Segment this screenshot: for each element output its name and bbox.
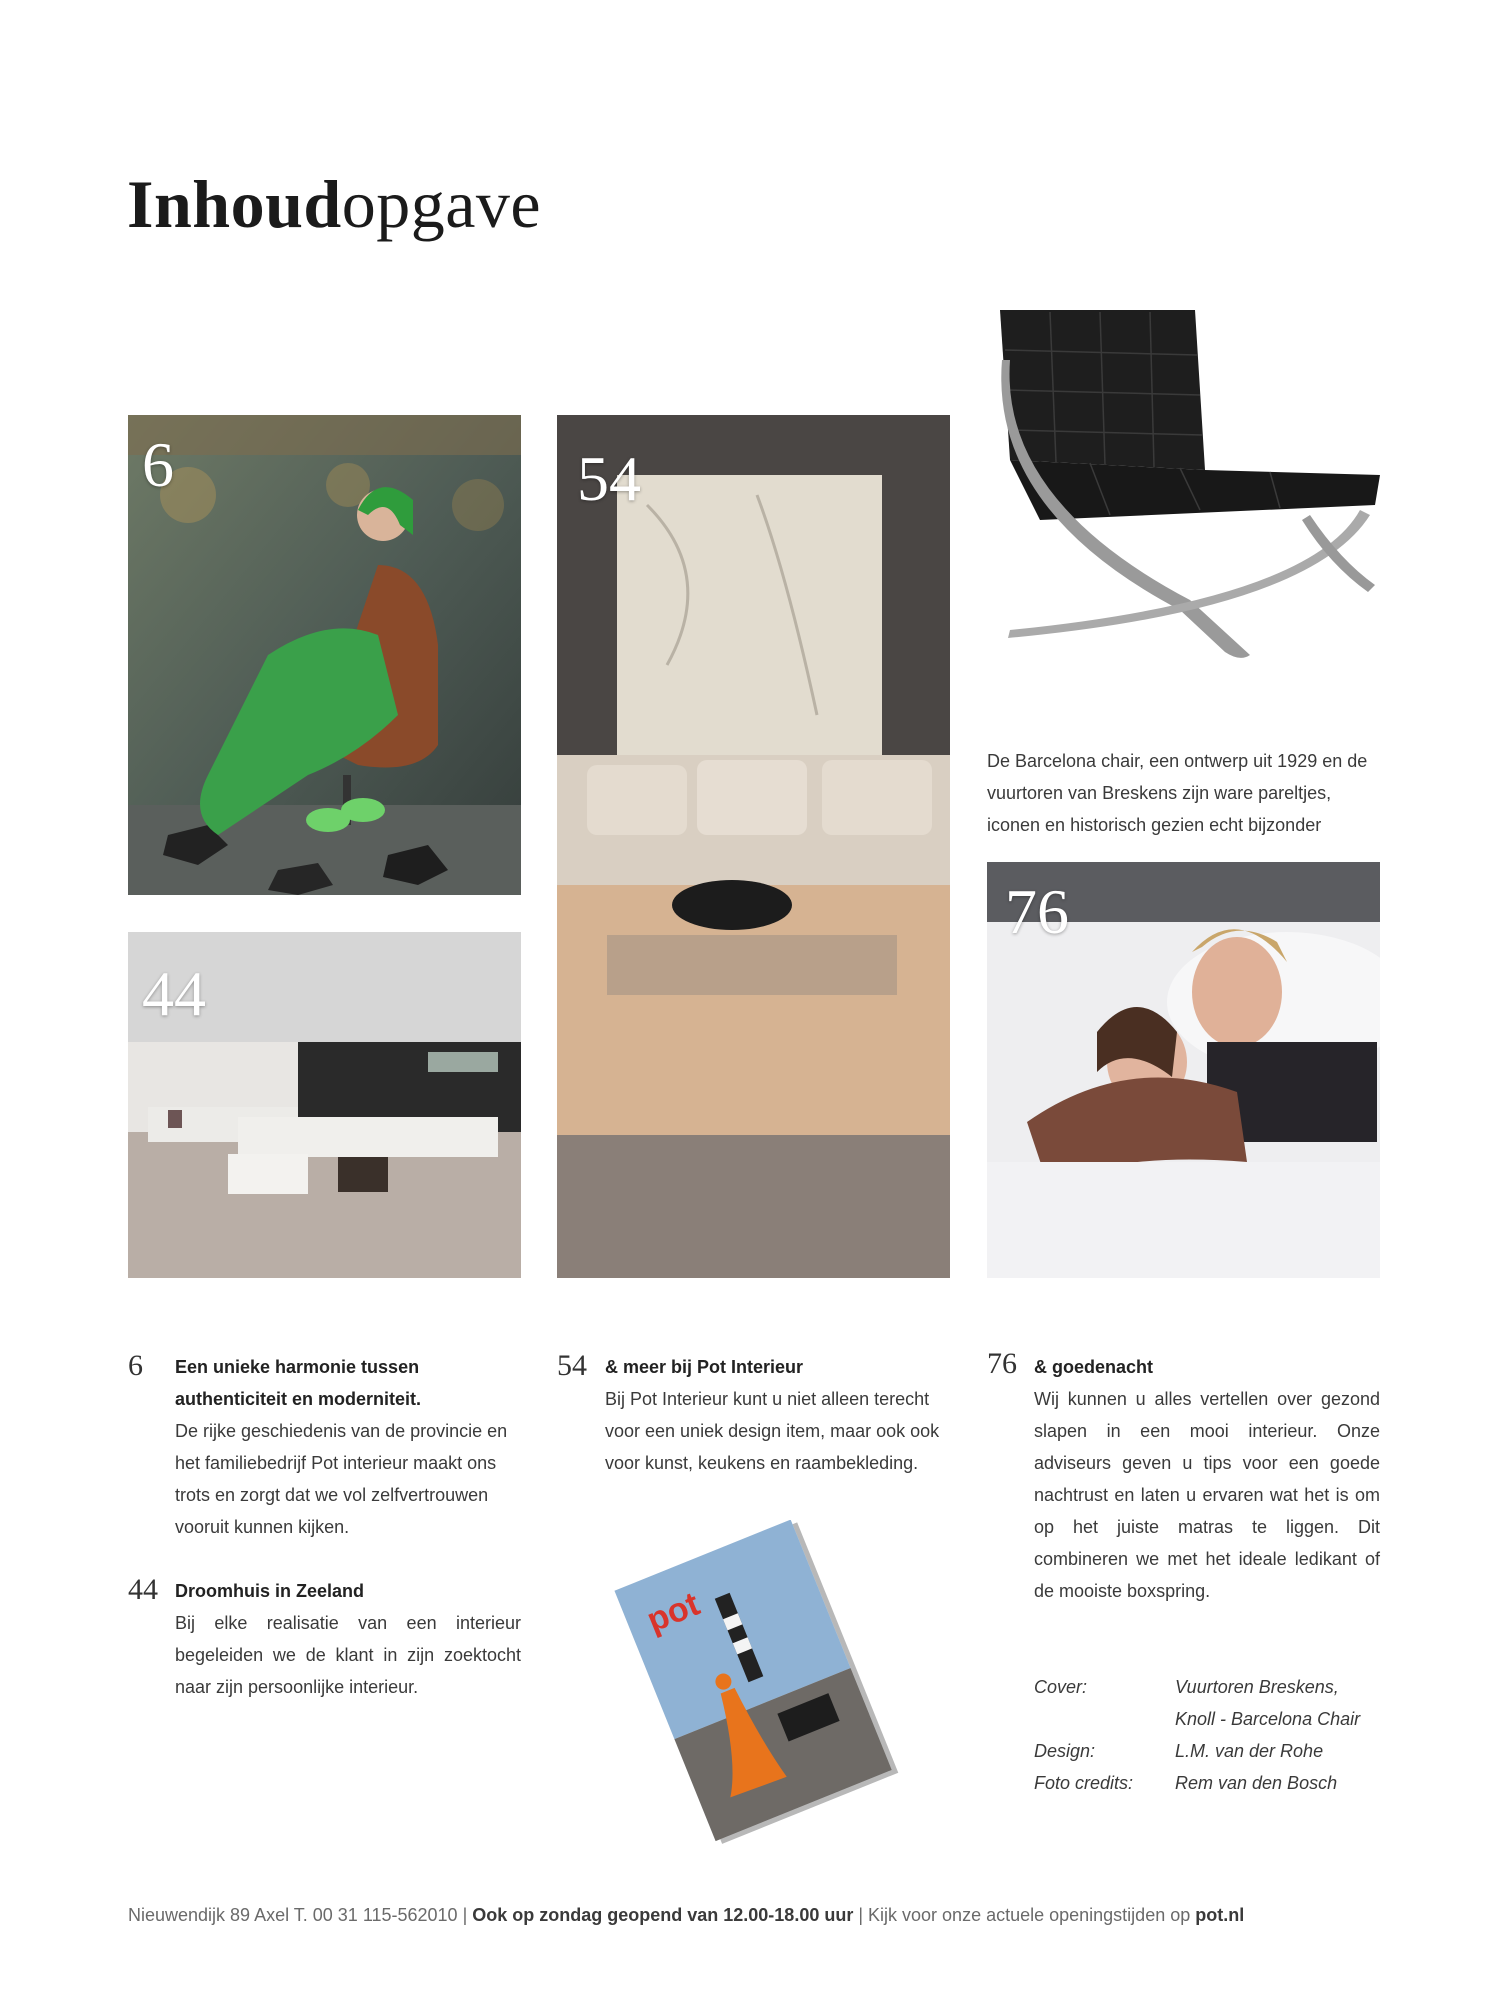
magazine-cover-image (600, 1520, 910, 1850)
article-44-title: Droomhuis in Zeeland (175, 1581, 365, 1601)
photo-6-number: 6 (142, 429, 174, 500)
article-76-number: 76 (987, 1347, 1017, 1380)
footer-address: Nieuwendijk 89 Axel T. 00 31 115-562010 | (128, 1905, 473, 1925)
article-76-title: & goedenacht (1034, 1357, 1154, 1377)
article-44-number: 44 (128, 1573, 158, 1606)
article-6-title (175, 1351, 521, 1415)
page-title (127, 165, 541, 244)
photo-44-number: 44 (142, 958, 206, 1029)
magazine-logo: pot (641, 1584, 705, 1640)
credit-foto-label: Foto credits: (1034, 1773, 1134, 1793)
article-6-number: 6 (128, 1349, 143, 1382)
photo-article-76 (987, 862, 1380, 1278)
photo-article-44 (128, 932, 521, 1278)
photo-54-number: 54 (577, 443, 641, 514)
article-76-body: Wij kunnen u alles vertellen over gezond slapen in een mooi interieur. Onze adviseurs geven u tips voor een goede nachtrust en laten u ervaren wat het is om op het juiste matras te liggen. Dit combineren we met het ideale ledikant of de mooiste boxspring. (1034, 1389, 1380, 1601)
footer-sunday-hours: Ook op zondag geopend van 12.00-18.00 uur (472, 1905, 854, 1925)
chair-caption: De Barcelona chair, een ontwerp uit 1929 en de vuurtoren van Breskens zijn ware pareltjes, iconen en historisch gezien echt bijzonder (987, 751, 1368, 835)
article-54-title: & meer bij Pot Interieur (605, 1357, 804, 1377)
sofa-coffee-table-image (557, 415, 950, 1278)
woman-armchair-image (128, 415, 521, 895)
credit-design-label: Design: (1034, 1741, 1096, 1761)
footer (128, 1905, 1381, 1926)
article-54-body: Bij Pot Interieur kunt u niet alleen terecht voor een uniek design item, maar ook ook voor kunst, keukens en raambekleding. (605, 1389, 940, 1473)
page-title-regular: opgave (341, 166, 542, 242)
photo-article-54 (557, 415, 950, 1278)
article-6-body: De rijke geschiedenis van de provincie en het familiebedrijf Pot interieur maakt ons trots en zorgt dat we vol zelfvertrouwen vooruit kunnen kijken. (175, 1421, 508, 1537)
footer-hours-prefix: | Kijk voor onze actuele openingstijden op (853, 1905, 1196, 1925)
credit-cover-label: Cover: (1034, 1677, 1088, 1697)
photo-76-number: 76 (1005, 876, 1069, 947)
footer-site-link[interactable]: pot.nl (1195, 1905, 1245, 1925)
credit-design-value: L.M. van der Rohe (1175, 1741, 1324, 1761)
page-title-bold: Inhoud (127, 166, 342, 242)
article-54-number: 54 (557, 1349, 587, 1382)
article-6-title-line2: authenticiteit en moderniteit. (175, 1389, 422, 1409)
barcelona-chair-image (980, 300, 1390, 720)
credit-cover-value-2: Knoll - Barcelona Chair (1175, 1709, 1361, 1729)
article-6-title-line1: Een unieke harmonie tussen (175, 1357, 420, 1377)
credit-foto-value: Rem van den Bosch (1175, 1773, 1338, 1793)
photo-article-6 (128, 415, 521, 895)
credit-cover-value-1: Vuurtoren Breskens, (1175, 1677, 1339, 1697)
article-44-body: Bij elke realisatie van een interieur begeleiden we de klant in zijn zoektocht naar zijn persoonlijke interieur. (175, 1613, 521, 1697)
